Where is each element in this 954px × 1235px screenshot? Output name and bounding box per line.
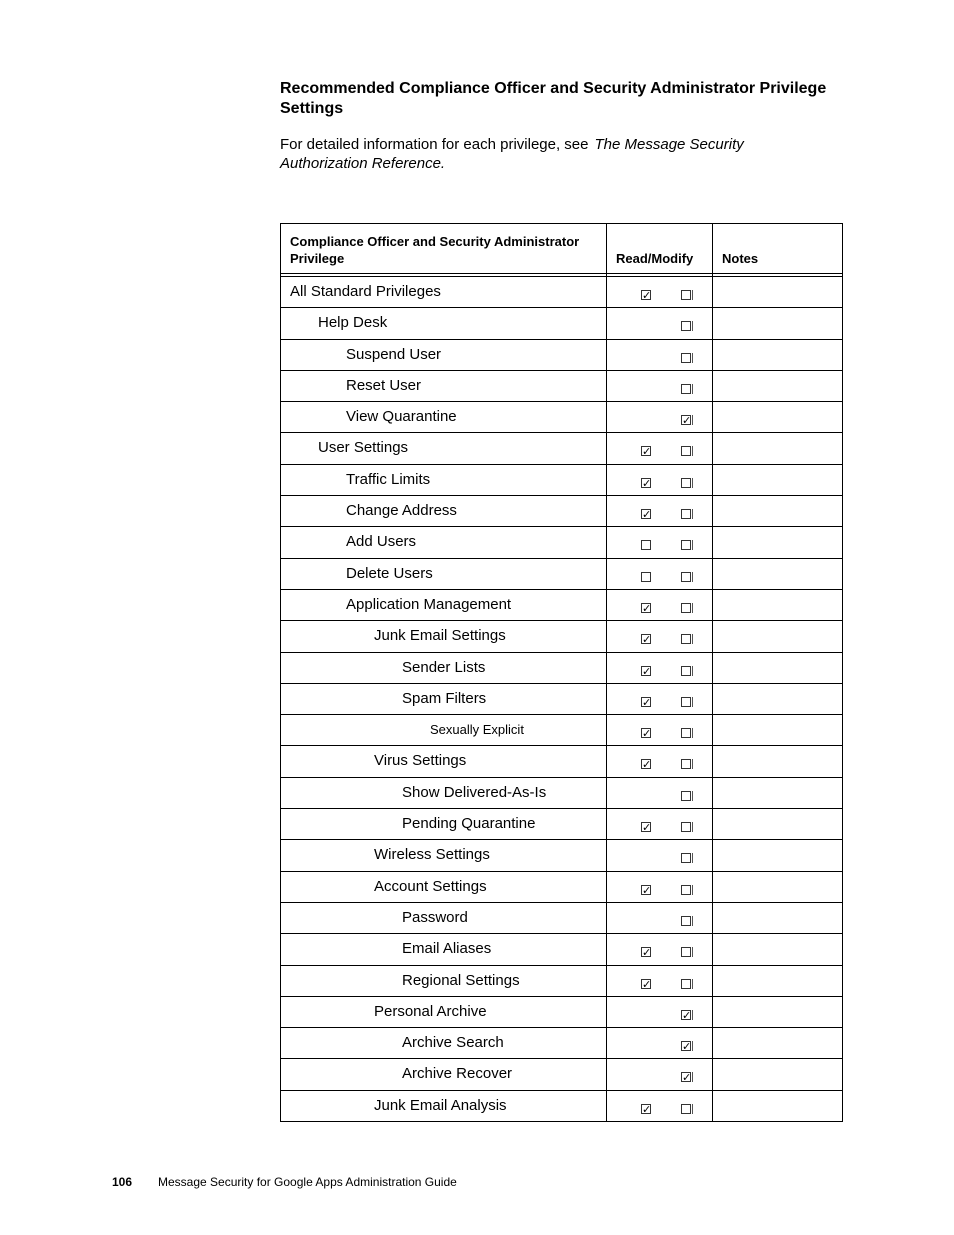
reference-link: The Message Security Authorization Reference. [280,136,744,172]
read-checkbox-checked-icon: ✓ [642,758,652,772]
table-row [281,527,843,558]
read-modify-cell [607,777,713,808]
table-row [281,339,843,370]
privilege-name: Suspend User [281,339,607,370]
modify-checkbox-unchecked-icon [681,384,691,394]
read-modify-cell [607,558,713,589]
modify-checkbox-unchecked-icon [681,885,691,895]
table-row [281,277,843,308]
privilege-name: Reset User [281,370,607,401]
notes-cell [713,777,843,808]
privilege-name: Email Aliases [281,934,607,965]
privilege-name: Add Users [281,527,607,558]
table-row [281,809,843,840]
modify-checkbox-unchecked-icon [681,634,691,644]
modify-checkbox-checked-icon: ✓ [682,1071,692,1085]
notes-cell [713,746,843,777]
modify-checkbox-unchecked-icon [681,759,691,769]
read-modify-cell [607,277,713,308]
read-checkbox-checked-icon: ✓ [642,601,652,615]
column-header-read-modify: Read/Modify [607,224,713,274]
notes-cell [713,308,843,339]
notes-cell [713,965,843,996]
privilege-name: All Standard Privileges [281,277,607,308]
read-modify-cell [607,339,713,370]
column-header-privilege: Compliance Officer and Security Administrator Privilege [281,224,607,274]
modify-checkbox-unchecked-icon [681,478,691,488]
notes-cell [713,1090,843,1121]
read-modify-cell [607,1090,713,1121]
table-row [281,652,843,683]
privilege-name: Traffic Limits [281,464,607,495]
notes-cell [713,1059,843,1090]
modify-checkbox-checked-icon: ✓ [682,414,692,428]
privilege-table [280,223,843,1122]
privilege-name: View Quarantine [281,402,607,433]
read-checkbox-checked-icon: ✓ [642,727,652,741]
table-row [281,902,843,933]
table-row [281,496,843,527]
modify-checkbox-unchecked-icon [681,916,691,926]
privilege-name: Change Address [281,496,607,527]
table-row [281,1090,843,1121]
notes-cell [713,809,843,840]
modify-checkbox-unchecked-icon [681,1104,691,1114]
read-modify-cell [607,871,713,902]
privilege-name: Show Delivered-As-Is [281,777,607,808]
table-row [281,370,843,401]
read-modify-cell [607,527,713,558]
read-modify-cell [607,965,713,996]
notes-cell [713,589,843,620]
table-row [281,746,843,777]
privilege-name: Password [281,902,607,933]
table-row [281,621,843,652]
read-modify-cell [607,496,713,527]
read-checkbox-checked-icon: ✓ [642,695,652,709]
notes-cell [713,996,843,1027]
read-modify-cell [607,589,713,620]
privilege-name: User Settings [281,433,607,464]
read-modify-cell [607,996,713,1027]
modify-checkbox-unchecked-icon [681,697,691,707]
read-checkbox-checked-icon: ✓ [642,977,652,991]
read-checkbox-checked-icon: ✓ [642,445,652,459]
read-modify-cell [607,308,713,339]
notes-cell [713,1028,843,1059]
read-checkbox-checked-icon: ✓ [642,476,652,490]
read-modify-cell [607,746,713,777]
privilege-name: Regional Settings [281,965,607,996]
notes-cell [713,840,843,871]
notes-cell [713,277,843,308]
read-modify-cell [607,1059,713,1090]
modify-checkbox-unchecked-icon [681,321,691,331]
notes-cell [713,558,843,589]
privilege-name: Wireless Settings [281,840,607,871]
privilege-name: Sender Lists [281,652,607,683]
table-row [281,464,843,495]
privilege-name: Sexually Explicit [281,715,607,746]
privilege-name: Virus Settings [281,746,607,777]
privilege-name: Account Settings [281,871,607,902]
privilege-name: Help Desk [281,308,607,339]
modify-checkbox-checked-icon: ✓ [682,1040,692,1054]
table-row [281,996,843,1027]
modify-checkbox-unchecked-icon [681,540,691,550]
page-number: 106 [112,1175,133,1189]
modify-checkbox-unchecked-icon [681,353,691,363]
table-row [281,1028,843,1059]
table-header-row [281,224,843,274]
privilege-name: Archive Recover [281,1059,607,1090]
table-row [281,965,843,996]
read-modify-cell [607,433,713,464]
read-checkbox-checked-icon: ✓ [642,289,652,302]
notes-cell [713,402,843,433]
read-modify-cell [607,652,713,683]
page-footer [112,1175,457,1189]
modify-checkbox-unchecked-icon [681,446,691,456]
table-row [281,715,843,746]
notes-cell [713,683,843,714]
read-checkbox-checked-icon: ✓ [642,1102,652,1116]
read-checkbox-checked-icon: ✓ [642,664,652,678]
read-checkbox-checked-icon: ✓ [642,883,652,897]
privilege-name: Application Management [281,589,607,620]
modify-checkbox-unchecked-icon [681,822,691,832]
notes-cell [713,652,843,683]
modify-checkbox-unchecked-icon [681,728,691,738]
privilege-name: Archive Search [281,1028,607,1059]
table-row [281,777,843,808]
modify-checkbox-unchecked-icon [681,791,691,801]
read-modify-cell [607,902,713,933]
table-row [281,402,843,433]
column-header-notes: Notes [713,224,843,274]
modify-checkbox-unchecked-icon [681,603,691,613]
table-row [281,589,843,620]
table-row [281,840,843,871]
table-row [281,433,843,464]
modify-checkbox-unchecked-icon [681,853,691,863]
read-checkbox-unchecked-icon [641,540,651,550]
notes-cell [713,715,843,746]
read-modify-cell [607,402,713,433]
privilege-name: Junk Email Settings [281,621,607,652]
notes-cell [713,433,843,464]
privilege-name: Spam Filters [281,683,607,714]
privilege-name: Personal Archive [281,996,607,1027]
table-row [281,1059,843,1090]
read-modify-cell [607,464,713,495]
read-modify-cell [607,370,713,401]
table-body [281,277,843,1122]
table-row [281,308,843,339]
read-modify-cell [607,809,713,840]
read-modify-cell [607,1028,713,1059]
notes-cell [713,871,843,902]
read-checkbox-checked-icon: ✓ [642,508,652,522]
privilege-name: Junk Email Analysis [281,1090,607,1121]
privilege-name: Delete Users [281,558,607,589]
read-checkbox-checked-icon: ✓ [642,633,652,647]
table-row [281,871,843,902]
notes-cell [713,934,843,965]
notes-cell [713,370,843,401]
modify-checkbox-unchecked-icon [681,509,691,519]
read-modify-cell [607,840,713,871]
intro-paragraph [280,135,820,173]
modify-checkbox-unchecked-icon [681,979,691,989]
notes-cell [713,496,843,527]
read-modify-cell [607,621,713,652]
table-row [281,934,843,965]
notes-cell [713,339,843,370]
modify-checkbox-checked-icon: ✓ [682,1008,692,1022]
read-modify-cell [607,934,713,965]
read-modify-cell [607,683,713,714]
notes-cell [713,902,843,933]
modify-checkbox-unchecked-icon [681,572,691,582]
read-checkbox-checked-icon: ✓ [642,821,652,835]
notes-cell [713,464,843,495]
notes-cell [713,621,843,652]
table-row [281,683,843,714]
table-row [281,558,843,589]
notes-cell [713,527,843,558]
modify-checkbox-unchecked-icon [681,947,691,957]
intro-text: For detailed information for each privilege, see [280,136,589,153]
privilege-name: Pending Quarantine [281,809,607,840]
modify-checkbox-unchecked-icon [681,290,691,300]
read-modify-cell [607,715,713,746]
read-checkbox-checked-icon: ✓ [642,946,652,960]
modify-checkbox-unchecked-icon [681,666,691,676]
read-checkbox-unchecked-icon [641,572,651,582]
section-heading: Recommended Compliance Officer and Security Administrator Privilege Settings [280,80,827,117]
document-title: Message Security for Google Apps Administration Guide [158,1175,457,1189]
